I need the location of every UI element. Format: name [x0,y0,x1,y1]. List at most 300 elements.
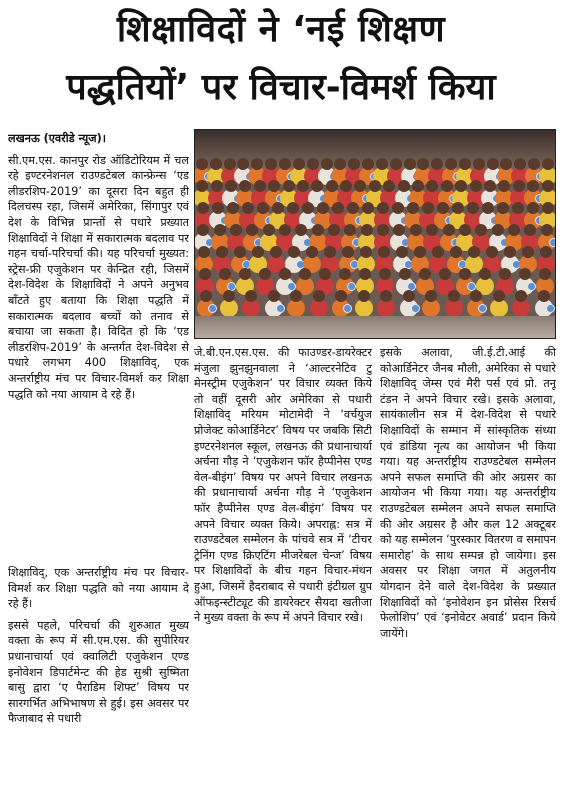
person-head [470,180,482,192]
person-head [467,202,479,214]
person-figure [528,158,540,170]
person-figure [407,202,419,214]
person-figure [426,224,438,236]
person-figure [246,224,258,236]
person-figure [448,290,460,302]
person-head [377,224,389,236]
person-figure [437,202,449,214]
person-head [200,290,212,302]
person-figure [492,224,504,236]
person-head [432,246,444,258]
person-figure [468,246,480,258]
person-head [219,268,231,280]
person-figure [313,290,325,302]
person-head [360,246,372,258]
person-figure [252,246,264,258]
person-head [279,224,291,236]
person-figure [302,202,314,214]
person-head [542,202,554,214]
person-figure [295,224,307,236]
person-figure [196,158,208,170]
person-head [287,202,299,214]
person-figure [425,290,437,302]
person-figure [422,202,434,214]
person-head [390,158,402,170]
person-figure [498,180,510,192]
person-figure [317,202,329,214]
person-figure [210,158,222,170]
person-figure [334,158,346,170]
person-figure [542,202,554,214]
person-figure [522,246,534,258]
person-head [539,268,551,280]
paragraph: इसके अलावा, जी.ई.टी.आई की कोआर्डिनेटर जैनब मौली, अमेरिका से पधारे शिक्षाविद् जेम्स एवं मैरी पर्स एवं प्रो. तनू टंडन ने अपने विचार रखे। इसके अलावा, सायंकालीन सत्र में देश-विदेश से पधारे शिक्षाविदों के सम्मान में सांस्कृतिक संध्या एवं डांडिया नृत्य का आयोजन भी किया गया। यह अन्तर्राष्ट्रीय राउण्डटेबल सम्मेलन अपने सफल समाप्ति की ओर अग्रसर का आयोजन भी किया गया। यह अन्तर्राष्ट्रीय राउण्डटेबल सम्मेलन अपने सफल समाप्ति की ओर अग्रसर है और कल 12 अक्टूबर को यह सम्मेलन ‘पुरस्कार वितरण व समापन समारोह’ के साथ सम्पन्न हो जायेगा। इस अवसर पर शिक्षा जगत में अतुलनीय योगदान देने वाले देश-विदेश के प्रख्यात शिक्षाविदों को ‘इनोवेशन इन प्रोसेस रिसर्च फेलोशिप’ एवं ‘इनोवेटर अवार्ड’ प्रदान किये जायेंगे। [380,346,556,640]
person-head [214,224,226,236]
person-figure [251,158,263,170]
person-head [279,268,291,280]
person-figure [482,202,494,214]
person-head [492,224,504,236]
person-figure [359,268,371,280]
person-head [279,158,291,170]
person-head [225,180,237,192]
person-figure [542,158,554,170]
person-head [439,268,451,280]
crowd-row [195,158,555,170]
person-figure [227,202,239,214]
person-head [524,224,536,236]
person-head [412,180,424,192]
person-figure [362,202,374,214]
person-figure [270,246,282,258]
person-head [237,158,249,170]
globe-icon [343,304,352,313]
person-head [348,158,360,170]
person-head [321,158,333,170]
person-head [196,180,208,192]
person-figure [268,290,280,302]
person-head [512,202,524,214]
person-head [414,246,426,258]
person-head [475,224,487,236]
person-head [197,202,209,214]
person-figure [487,158,499,170]
person-figure [399,268,411,280]
person-figure [540,246,552,258]
person-head [197,224,209,236]
group-photo [194,129,556,339]
person-head [410,224,422,236]
person-head [227,202,239,214]
person-figure [441,180,453,192]
person-head [482,202,494,214]
person-figure [497,202,509,214]
person-figure [377,224,389,236]
crowd-row [195,246,555,258]
person-head [223,290,235,302]
person-head [541,224,553,236]
person-figure [324,246,336,258]
person-figure [499,268,511,280]
person-figure [445,158,457,170]
person-head [513,180,525,192]
person-head [362,202,374,214]
person-figure [470,180,482,192]
person-head [383,180,395,192]
person-head [347,202,359,214]
person-figure [479,268,491,280]
person-figure [527,202,539,214]
person-figure [245,290,257,302]
person-figure [500,158,512,170]
person-figure [288,246,300,258]
person-head [448,290,460,302]
person-figure [347,202,359,214]
person-figure [538,290,550,302]
person-figure [377,202,389,214]
column-middle [194,345,372,803]
person-figure [484,180,496,192]
person-figure [299,268,311,280]
person-figure [328,224,340,236]
person-figure [360,246,372,258]
person-head [527,180,539,192]
person-head [419,268,431,280]
person-figure [219,268,231,280]
person-head [311,180,323,192]
person-head [263,224,275,236]
person-head [455,180,467,192]
crowd-row [195,290,555,302]
person-figure [467,202,479,214]
person-head [426,180,438,192]
person-figure [417,158,429,170]
person-figure [242,202,254,214]
paragraph: इससे पहले, परिचर्चा की शुरुआत मुख्य वक्ता के रूप में सी.एम.एस. की सुपीरियर प्रधानाचार्या एवं क्वालिटी एजुकेशन एण्ड इनोवेशन डिपार्टमेन्ट की हेड सुश्री सुष्मिता बासु द्वारा ‘ए पैराडिम शिफ्ट’ विषय पर सारगर्भित अभिभाषण से हुई। इस अवसर पर फैजाबाद से पधारी [8,618,189,726]
person-head [499,268,511,280]
person-figure [263,224,275,236]
person-figure [443,224,455,236]
person-head [210,158,222,170]
person-figure [342,246,354,258]
person-figure [473,158,485,170]
person-figure [311,180,323,192]
person-figure [470,290,482,302]
person-figure [404,158,416,170]
person-head [528,158,540,170]
person-head [283,180,295,192]
person-head [354,180,366,192]
person-head [265,158,277,170]
person-head [272,202,284,214]
person-figure [354,180,366,192]
person-head [542,158,554,170]
person-figure [519,268,531,280]
person-head [270,246,282,258]
person-head [199,268,211,280]
headline-line-1: शिक्षाविदों ने ‘नई शिक्षण [116,9,446,50]
person-head [344,224,356,236]
column-left-top [8,131,189,563]
person-figure [524,224,536,236]
person-figure [307,158,319,170]
person-figure [225,180,237,192]
person-head [224,158,236,170]
person-head [493,290,505,302]
person-head [211,180,223,192]
person-figure [380,290,392,302]
headline-line-2: पद्धतियों’ पर विचार-विमर्श किया [66,67,496,108]
person-figure [197,224,209,236]
person-figure [475,224,487,236]
person-head [268,180,280,192]
person-head [417,158,429,170]
person-head [196,158,208,170]
person-head [239,180,251,192]
person-head [335,290,347,302]
person-figure [306,246,318,258]
column-left-bottom [8,565,189,803]
person-figure [398,180,410,192]
person-head [239,268,251,280]
byline: लखनऊ (एवरीडे न्यूज)। [8,132,106,145]
person-head [443,224,455,236]
person-figure [527,180,539,192]
person-figure [439,268,451,280]
person-figure [216,246,228,258]
person-figure [414,246,426,258]
person-head [497,202,509,214]
person-figure [412,180,424,192]
crowd-row [195,202,555,214]
person-figure [379,268,391,280]
person-figure [369,180,381,192]
person-head [500,158,512,170]
person-figure [431,158,443,170]
globe-icon [411,304,420,313]
person-figure [344,224,356,236]
person-figure [279,268,291,280]
person-figure [237,158,249,170]
person-head [216,246,228,258]
person-head [242,202,254,214]
person-head [362,158,374,170]
person-figure [455,180,467,192]
person-head [487,158,499,170]
person-head [299,268,311,280]
person-head [407,202,419,214]
person-head [234,246,246,258]
person-head [527,202,539,214]
person-figure [541,224,553,236]
person-head [437,202,449,214]
person-head [293,158,305,170]
person-figure [254,180,266,192]
person-figure [312,224,324,236]
person-figure [390,158,402,170]
person-figure [340,180,352,192]
person-head [484,180,496,192]
person-head [254,180,266,192]
person-head [486,246,498,258]
person-figure [283,180,295,192]
person-head [403,290,415,302]
person-figure [452,202,464,214]
person-head [452,202,464,214]
person-head [431,158,443,170]
person-figure [272,202,284,214]
person-head [459,224,471,236]
person-head [339,268,351,280]
person-figure [459,268,471,280]
person-figure [376,158,388,170]
globe-icon [478,304,487,313]
person-head [422,202,434,214]
person-figure [542,180,554,192]
crowd-row [195,224,555,236]
person-head [313,290,325,302]
person-head [268,290,280,302]
person-head [290,290,302,302]
person-head [326,180,338,192]
person-head [328,224,340,236]
person-figure [514,158,526,170]
stage-floor [195,316,555,338]
person-head [361,224,373,236]
person-figure [259,268,271,280]
person-figure [287,202,299,214]
person-head [257,202,269,214]
person-head [459,158,471,170]
person-figure [362,158,374,170]
person-head [317,202,329,214]
person-figure [224,158,236,170]
person-figure [508,224,520,236]
person-head [538,290,550,302]
person-figure [268,180,280,192]
person-figure [450,246,462,258]
person-head [340,180,352,192]
person-head [230,224,242,236]
person-head [295,224,307,236]
person-head [259,268,271,280]
globe-icon [276,304,285,313]
person-figure [279,224,291,236]
column-right [380,345,556,803]
person-head [306,246,318,258]
person-figure [539,268,551,280]
person-head [504,246,516,258]
person-figure [393,224,405,236]
person-head [369,180,381,192]
person-head [198,246,210,258]
person-figure [212,202,224,214]
person-head [245,290,257,302]
person-head [319,268,331,280]
person-head [252,246,264,258]
person-figure [290,290,302,302]
person-figure [239,268,251,280]
person-head [359,268,371,280]
person-figure [335,290,347,302]
person-figure [396,246,408,258]
person-head [246,224,258,236]
person-head [307,158,319,170]
person-figure [512,202,524,214]
person-figure [432,246,444,258]
person-figure [332,202,344,214]
person-figure [279,158,291,170]
person-figure [459,224,471,236]
person-head [393,224,405,236]
person-head [332,202,344,214]
person-figure [348,158,360,170]
person-head [425,290,437,302]
person-figure [419,268,431,280]
person-figure [493,290,505,302]
person-figure [410,224,422,236]
person-head [376,158,388,170]
person-figure [223,290,235,302]
person-head [312,224,324,236]
paragraph: सी.एम.एस. कानपुर रोड ऑडिटोरियम में चल रहे इण्टरनेशनल राउण्डटेबल कान्फ्रेन्स ‘एड लीडरशिप-2019’ का दूसरा दिन बहुत ही दिलचस्प रहा, जिसमें अमेरिका, सिंगापुर एवं देश के विभिन्न प्रान्तों से पधारे प्रख्यात शिक्षाविदों ने शिक्षा में सकारात्मक बदलाव पर गहन चर्चा-परिचर्चा की। यह परिचर्चा मुख्यत: स्ट्रेस-फ्री एजुकेशन पर केन्द्रित रही, जिसमें देश-विदेश के शिक्षाविदों ने अपने अनुभव बाँटते हुए बताया कि शिक्षा पद्धति में सकारात्मक बदलाव बच्चों को तनाव से बचाया जा सकता है। विदित हो कि ‘एड लीडरशिप-2019’ के अन्तर्गत देश-विदेश से पधारे लगभग 400 शिक्षाविद्, एक अन्तर्राष्ट्रीय मंच पर विचार-विमर्श कर शिक्षा पद्धति को नया आयाम दे रहे हैं। [8,153,189,401]
person-head [297,180,309,192]
person-figure [378,246,390,258]
person-head [358,290,370,302]
person-head [212,202,224,214]
person-figure [234,246,246,258]
person-head [515,290,527,302]
person-figure [199,268,211,280]
globe-icon [546,304,555,313]
person-figure [319,268,331,280]
person-figure [459,158,471,170]
person-figure [297,180,309,192]
person-head [380,290,392,302]
person-figure [513,180,525,192]
person-figure [257,202,269,214]
person-figure [239,180,251,192]
person-figure [321,158,333,170]
person-head [302,202,314,214]
person-head [404,158,416,170]
person-head [542,180,554,192]
person-head [379,268,391,280]
person-head [288,246,300,258]
crowd-row [195,268,555,280]
person-figure [197,202,209,214]
person-head [334,158,346,170]
person-figure [504,246,516,258]
person-head [396,246,408,258]
person-figure [361,224,373,236]
person-figure [358,290,370,302]
person-head [519,268,531,280]
person-figure [265,158,277,170]
person-head [498,180,510,192]
paragraph: शिक्षाविद्, एक अन्तर्राष्ट्रीय मंच पर विचार-विमर्श कर शिक्षा पद्धति को नया आयाम दे रहे हैं। [8,566,189,611]
person-head [470,290,482,302]
person-head [459,268,471,280]
person-head [399,268,411,280]
person-figure [392,202,404,214]
person-figure [486,246,498,258]
person-figure [200,290,212,302]
person-figure [196,180,208,192]
person-figure [339,268,351,280]
person-head [324,246,336,258]
crowd-row [195,180,555,192]
